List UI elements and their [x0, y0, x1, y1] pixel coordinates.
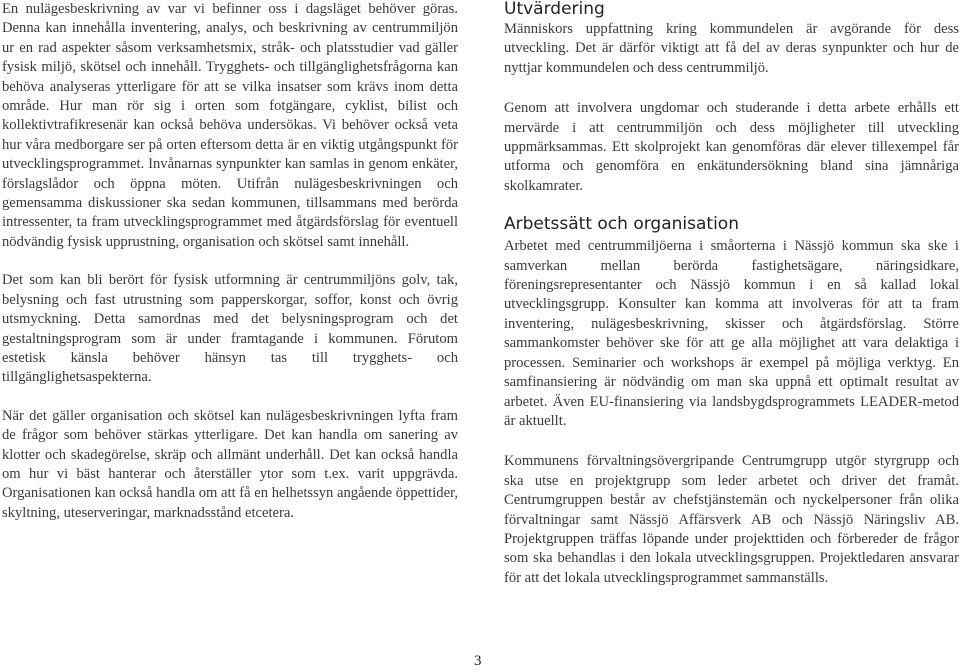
left-paragraph-1: En nulägesbeskrivning av var vi befinner oss i dagsläget behöver göras. Denna kan innehålla inventering, analys, och beskrivning av centrummiljön ur en rad aspekter såsom verksamhetsmix, stråk- och platsstudier vad gäller fysisk miljö, skötsel och innehåll. Trygghets- och tillgänglighetsfrågorna kan behöva analyseras ytterligare för att se vilka insatser som krävs inom detta område. Hur man rör sig i orten som fotgängare, cyklist, bilist och kollektivtrafikresenär kan också behöva undersökas. Vi behöver också veta hur våra medborgare ser på orten eftersom detta är en viktig utgångspunkt för utvecklingsprogrammet. Invånarnas synpunkter kan samlas in genom enkäter, förslagslådor och öppna möten. Utifrån nulägesbeskrivningen och gemensamma diskussioner ska sedan kommunen, tillsammans med berörda intressenter, ta fram utvecklingsprogrammet med åtgärdsförslag för eventuell nödvändig fysisk upprustning, organisation och skötsel samt innehåll.: [2, 1, 458, 250]
right-column: [504, 0, 959, 588]
left-paragraph-2: Det som kan bli berört för fysisk utformning är centrummiljöns golv, tak, belysning och fast utrustning som papperskorgar, soffor, konst och övrig utsmyckning. Detta samordnas med det belysningsprogram och det gestaltningsprogram som är under framtagande i kommunen. Förutom estetisk känsla behöver hänsyn tas till trygghets- och tillgänglighetsaspekterna.: [2, 272, 458, 386]
right-paragraph-4: Kommunens förvaltningsövergripande Centrumgrupp utgör styrgrupp och ska utse en projektgrupp som leder arbetet och driver det framåt. Centrumgruppen består av chefstjänstemän och nyckelpersoner från olika förvaltningar samt Nässjö Affärsverk AB och Nässjö Näringsliv AB. Projektgruppen träffas löpande under projekttiden och förbereder de frågor som ska behandlas i den lokala utvecklingsgruppen. Projektledaren ansvarar för att det lokala utvecklingsprogrammet sammanställs.: [504, 453, 959, 586]
page-number: 3: [474, 653, 482, 669]
left-column: [2, 0, 458, 523]
right-paragraph-1: Människors uppfattning kring kommundelen är avgörande för dess utveckling. Det är därför viktigt att få del av deras synpunkter och hur de nyttjar kommundelen och dess centrummiljö.: [504, 21, 959, 76]
right-paragraph-2: Genom att involvera ungdomar och studerande i detta arbete erhålls ett mervärde i att centrummiljön och dess möjligheter till utveckling uppmärksammas. Ett skolprojekt kan genomföras där elever tillexempel får utforma och genomföra en enkätundersökning bland sina jämnåriga skolkamrater.: [504, 100, 959, 194]
heading-utvardering: Utvärdering: [504, 0, 605, 19]
left-paragraph-3: När det gäller organisation och skötsel kan nulägesbeskrivningen lyfta fram de frågor som behöver stärkas ytterligare. Det kan handla om sanering av klotter och skadegörelse, skräp och allmänt underhåll. Det kan också handla om hur vi bäst hanterar och återställer ytor som t.ex. varit uppgrävda. Organisationen kan också handla om att få en helhetssyn angående öppettider, skyltning, uteserveringar, marknadsstånd etcetera.: [2, 407, 458, 521]
right-paragraph-3: Arbetet med centrummiljöerna i småorterna i Nässjö kommun ska ske i samverkan mellan berörda fastighetsägare, näringsidkare, föreningsrepresentanter och Nässjö kommun i en så kallad lokal utvecklingsgrupp. Konsulter kan komma att involveras för att ta fram inventering, nulägesbeskrivning, skisser och åtgärdsförslag. Större sammankomster behöver ske för att ge alla möjlighet att vara delaktiga i processen. Seminarier och workshops är exempel på möjliga verktyg. En samfinansiering är nödvändig om man ska uppnå ett optimalt resultat av arbetet. Även EU-finansiering via landsbygdsprogrammets LEADER-metod är aktuellt.: [504, 238, 959, 429]
heading-arbetssatt: Arbetssätt och organisation: [504, 214, 739, 235]
